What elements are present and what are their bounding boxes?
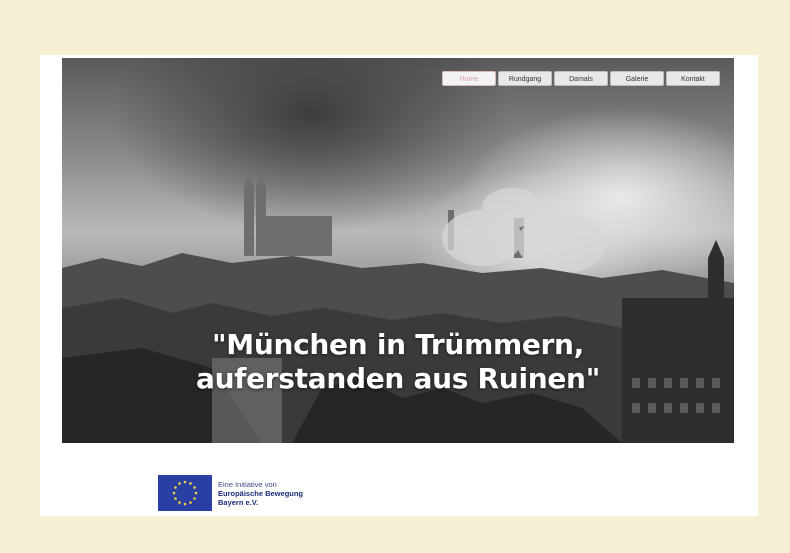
- eu-star-icon: [189, 482, 192, 485]
- initiative-logo[interactable]: [158, 475, 303, 511]
- hero-headline: [62, 328, 734, 396]
- headline-line-1: "München in Trümmern,: [212, 328, 584, 361]
- page-card: [40, 55, 758, 516]
- eu-star-icon: [193, 486, 196, 489]
- headline-line-2: auferstanden aus Ruinen": [196, 362, 600, 395]
- eu-star-icon: [184, 503, 187, 506]
- nav-galerie[interactable]: Galerie: [610, 71, 664, 86]
- eu-star-icon: [193, 497, 196, 500]
- initiative-line-1: Eine Initiative von: [218, 479, 277, 489]
- nav-damals[interactable]: Damals: [554, 71, 608, 86]
- eu-star-icon: [173, 492, 176, 495]
- eu-star-icon: [178, 501, 181, 504]
- eu-star-icon: [178, 482, 181, 485]
- nav-home[interactable]: Home: [442, 71, 496, 86]
- main-nav: [442, 71, 720, 86]
- eu-star-icon: [189, 501, 192, 504]
- eu-star-icon: [174, 497, 177, 500]
- initiative-text: [218, 480, 303, 507]
- nav-kontakt[interactable]: Kontakt: [666, 71, 720, 86]
- eu-star-icon: [174, 486, 177, 489]
- hero-image: [62, 58, 734, 443]
- initiative-line-2: Europäische Bewegung: [218, 488, 304, 498]
- eu-flag-icon: [158, 475, 212, 511]
- nav-rundgang[interactable]: Rundgang: [498, 71, 552, 86]
- eu-star-icon: [195, 492, 198, 495]
- initiative-line-3: Bayern e.V.: [218, 497, 259, 507]
- eu-star-icon: [184, 481, 187, 484]
